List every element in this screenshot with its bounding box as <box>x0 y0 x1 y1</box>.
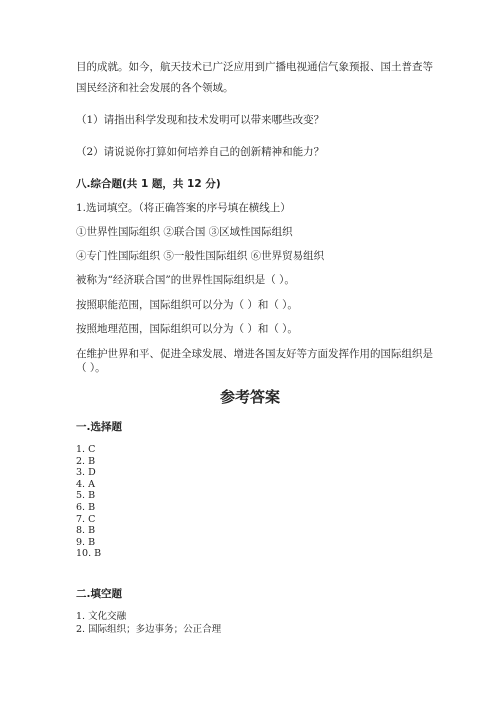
fill-in-intro: 1.选词填空。（将正确答案的序号填在横线上） <box>76 202 291 214</box>
choice-answer-item: 3. D <box>76 467 96 479</box>
fill-answer-list <box>76 611 221 636</box>
choice-answer-item: 7. C <box>76 513 96 525</box>
choice-answer-item: 4. A <box>76 478 95 490</box>
blank-question-1: 被称为“经济联合国”的世界性国际组织是（ ）。 <box>76 274 295 286</box>
fill-answer-item: 1. 文化交融 <box>76 611 127 622</box>
blank-question-3: 按照地理范围，国际组织可以分为（ ）和（ ）。 <box>76 323 298 335</box>
blank-question-4-line-1: 在维护世界和平、促进全球发展、增进各国友好等方面发挥作用的国际组织是 <box>76 348 433 360</box>
question-2: （2）请说说你打算如何培养自己的创新精神和能力？ <box>76 146 325 158</box>
fill-answer-item: 2. 国际组织；多边事务；公正合理 <box>76 623 222 635</box>
passage-line-2: 国民经济和社会发展的各个领域。 <box>76 82 234 94</box>
options-row-2: ④专门性国际组织 ⑤一般性国际组织 ⑥世界贸易组织 <box>76 250 325 262</box>
choice-section-heading: 一.选择题 <box>76 421 122 433</box>
passage-line-1: 目的成就。如今，航天技术已广泛应用到广播电视通信气象预报、国土普查等 <box>76 61 433 73</box>
choice-answer-item: 10. B <box>76 548 102 560</box>
choice-answer-item: 6. B <box>76 501 96 513</box>
choice-answer-item: 5. B <box>76 490 96 502</box>
blank-question-2: 按照职能范围，国际组织可以分为（ ）和（ ）。 <box>76 299 298 311</box>
choice-answer-item: 2. B <box>76 455 96 467</box>
choice-answer-item: 8. B <box>76 525 96 537</box>
blank-question-4-line-2: （ ）。 <box>76 362 106 374</box>
choice-answer-item: 1. C <box>76 444 96 455</box>
fill-section-heading: 二.填空题 <box>76 588 122 600</box>
question-1: （1）请指出科学发现和技术发明可以带来哪些改变？ <box>76 114 325 126</box>
answer-key-title: 参考答案 <box>219 388 280 406</box>
options-row-1: ①世界性国际组织 ②联合国 ③区域性国际组织 <box>76 226 293 238</box>
choice-answer-item: 9. B <box>76 536 96 548</box>
section-8-heading: 八.综合题(共 1 题，共 12 分) <box>76 178 221 190</box>
choice-answer-list <box>76 444 101 560</box>
